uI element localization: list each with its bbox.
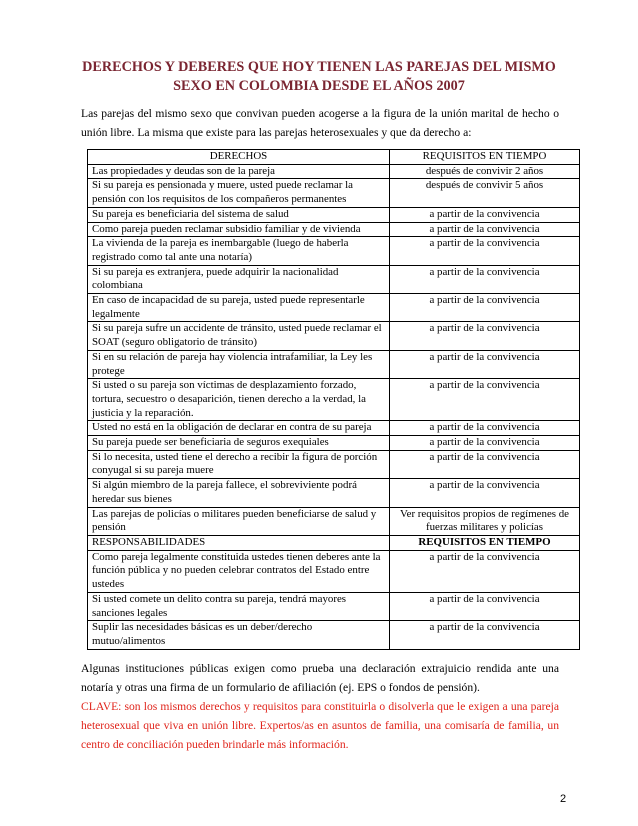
key-paragraph: CLAVE: son los mismos derechos y requisitos para constituirla o disolverla que le exigen a una pareja heterosexual que viva en unión libre. Expertos/as en asuntos de familia, una comisaría de familia, un centro de conciliación pueden brindarle más información. [81, 700, 559, 751]
rights-row [88, 164, 580, 179]
table-cell-requirement: a partir de la convivencia [390, 222, 580, 237]
rights-row [88, 207, 580, 222]
table-cell-requirement: a partir de la convivencia [390, 294, 580, 322]
table-cell-requirement: a partir de la convivencia [390, 322, 580, 350]
responsibilities-body [88, 550, 580, 649]
responsibilities-column-header: RESPONSABILIDADES [88, 535, 390, 550]
rights-body [88, 164, 580, 535]
rights-row [88, 265, 580, 293]
table-cell-requirement: después de convivir 5 años [390, 179, 580, 207]
responsibility-row [88, 621, 580, 649]
responsibility-row [88, 592, 580, 620]
table-cell-item: Si su pareja es pensionada y muere, usted puede reclamar la pensión con los requisitos de los compañeros permanentes [88, 179, 390, 207]
table-cell-item: Si lo necesita, usted tiene el derecho a recibir la figura de porción conyugal si su pareja muere [88, 450, 390, 478]
table-cell-item: Como pareja pueden reclamar subsidio familiar y de vivienda [88, 222, 390, 237]
responsibility-row [88, 550, 580, 592]
table-cell-item: En caso de incapacidad de su pareja, usted puede representarle legalmente [88, 294, 390, 322]
table-cell-requirement: a partir de la convivencia [390, 621, 580, 649]
table-cell-item: Si algún miembro de la pareja fallece, el sobreviviente podrá heredar sus bienes [88, 479, 390, 507]
table-cell-requirement: Ver requisitos propios de regímenes de fuerzas militares y policías [390, 507, 580, 535]
rights-column-header: DERECHOS [88, 150, 390, 165]
intro-paragraph: Las parejas del mismo sexo que convivan pueden acogerse a la figura de la unión marital de hecho o unión libre. La misma que existe para las parejas heterosexuales y que da derecho a: [81, 107, 559, 139]
table-cell-item: Como pareja legalmente constituida ustedes tienen deberes ante la función pública y no pueden celebrar contratos del Estado entre ustedes [88, 550, 390, 592]
table-cell-requirement: a partir de la convivencia [390, 265, 580, 293]
page-title: DERECHOS Y DEBERES QUE HOY TIENEN LAS PAREJAS DEL MISMO SEXO EN COLOMBIA DESDE EL AÑOS 2007 [82, 59, 556, 94]
rights-row [88, 450, 580, 478]
footer-paragraph: Algunas instituciones públicas exigen como prueba una declaración extrajuicio rendida ante una notaría y otras una firma de un formulario de afiliación (ej. EPS o fondos de pensión). [81, 662, 559, 694]
table-cell-requirement: a partir de la convivencia [390, 350, 580, 378]
table-cell-requirement: a partir de la convivencia [390, 592, 580, 620]
table-cell-item: Si usted comete un delito contra su pareja, tendrá mayores sanciones legales [88, 592, 390, 620]
rights-row [88, 322, 580, 350]
table-cell-requirement: a partir de la convivencia [390, 450, 580, 478]
page-number: 2 [560, 793, 567, 805]
table-cell-requirement: después de convivir 2 años [390, 164, 580, 179]
table-cell-requirement: a partir de la convivencia [390, 550, 580, 592]
rights-row [88, 507, 580, 535]
responsibilities-requirements-header: REQUISITOS EN TIEMPO [390, 535, 580, 550]
table-cell-requirement: a partir de la convivencia [390, 237, 580, 265]
rights-row [88, 421, 580, 436]
rights-header-row [88, 150, 580, 165]
rights-row [88, 379, 580, 421]
rights-row [88, 436, 580, 451]
table-cell-item: Si usted o su pareja son víctimas de desplazamiento forzado, tortura, secuestro o desaparición, tienen derecho a la verdad, la justicia y la reparación. [88, 379, 390, 421]
rights-row [88, 294, 580, 322]
table-cell-item: Si su pareja sufre un accidente de tránsito, usted puede reclamar el SOAT (seguro obligatorio de tránsito) [88, 322, 390, 350]
table-cell-requirement: a partir de la convivencia [390, 379, 580, 421]
table-cell-item: Su pareja puede ser beneficiaria de seguros exequiales [88, 436, 390, 451]
rights-row [88, 237, 580, 265]
table-cell-item: Las propiedades y deudas son de la pareja [88, 164, 390, 179]
table-cell-item: Usted no está en la obligación de declarar en contra de su pareja [88, 421, 390, 436]
table-cell-item: Su pareja es beneficiaria del sistema de salud [88, 207, 390, 222]
responsibilities-header-row [88, 535, 580, 550]
rights-row [88, 350, 580, 378]
table-cell-item: Si en su relación de pareja hay violencia intrafamiliar, la Ley les protege [88, 350, 390, 378]
table-cell-item: Las parejas de policías o militares pueden beneficiarse de salud y pensión [88, 507, 390, 535]
table-cell-requirement: a partir de la convivencia [390, 479, 580, 507]
table-cell-item: Suplir las necesidades básicas es un deber/derecho mutuo/alimentos [88, 621, 390, 649]
requirements-column-header: REQUISITOS EN TIEMPO [390, 150, 580, 165]
table-cell-item: Si su pareja es extranjera, puede adquirir la nacionalidad colombiana [88, 265, 390, 293]
rights-table [87, 149, 580, 650]
table-cell-item: La vivienda de la pareja es inembargable (luego de haberla registrado como tal ante una notaría) [88, 237, 390, 265]
table-cell-requirement: a partir de la convivencia [390, 207, 580, 222]
table-cell-requirement: a partir de la convivencia [390, 421, 580, 436]
rights-row [88, 479, 580, 507]
rights-row [88, 179, 580, 207]
rights-row [88, 222, 580, 237]
table-cell-requirement: a partir de la convivencia [390, 436, 580, 451]
